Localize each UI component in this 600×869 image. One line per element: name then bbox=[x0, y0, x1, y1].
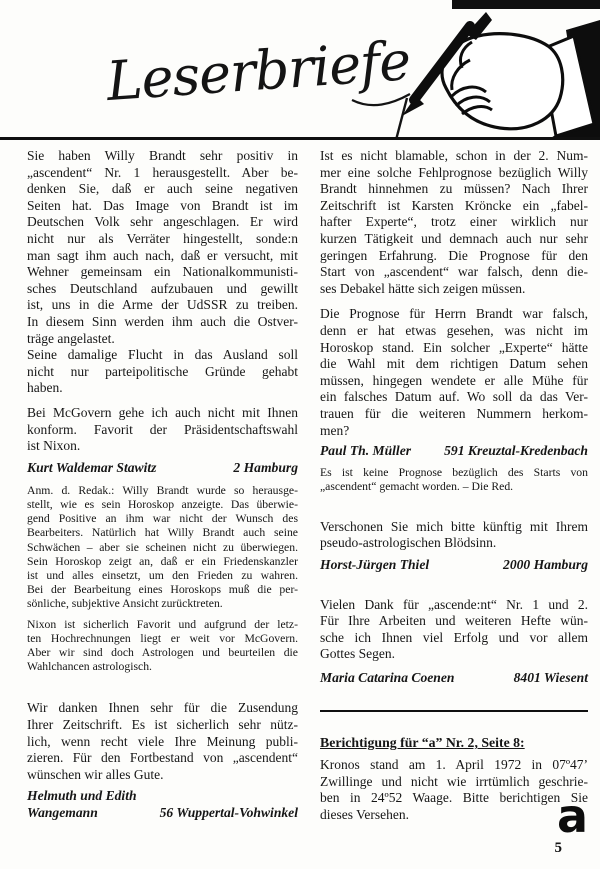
text-line: ein falsches Datum auf. Wo soll da das Ver- bbox=[320, 389, 588, 405]
text-line: Schwächen – aber sie scheinen nicht zu überwiegen. bbox=[27, 540, 298, 554]
text-line: Aber wir sind doch Astrologen und beurteilen die bbox=[27, 645, 298, 659]
letter2-signature-line1: Helmuth und Edith bbox=[27, 788, 137, 804]
correction-heading: Berichtigung für “a” Nr. 2, Seite 8: bbox=[320, 735, 525, 751]
script-flourish bbox=[352, 94, 410, 105]
text-line: ben in 24º52 Waage. Bitte berichtigen Sie bbox=[320, 790, 588, 806]
page-number: 5 bbox=[554, 840, 562, 856]
letter4-paragraph bbox=[320, 519, 588, 552]
text-line: ist Nixon. bbox=[27, 438, 81, 454]
letter3-paragraph-1 bbox=[320, 148, 588, 297]
signature-city: 8401 Wiesent bbox=[513, 670, 588, 686]
text-line: Nixon ist sicherlich Favorit und aufgrund der letz- bbox=[27, 617, 298, 631]
signature-name: Paul Th. Müller bbox=[320, 443, 412, 459]
text-line: Verschonen Sie mich bitte künftig mit Ihrem bbox=[320, 518, 588, 534]
text-line: Anm. d. Redak.: Willy Brandt wurde so herausge- bbox=[27, 483, 298, 497]
signature-city: 2 Hamburg bbox=[233, 459, 298, 475]
letter3-paragraph-2 bbox=[320, 306, 588, 439]
text-line: Bei der Bearbeitung eines Horoskops muß die per- bbox=[27, 583, 298, 597]
text-line: Ist es nicht blamable, schon in der 2. Num- bbox=[320, 148, 588, 163]
correction-body bbox=[320, 757, 588, 823]
text-line: Bei McGovern gehe ich auch nicht mit Ihnen bbox=[27, 404, 298, 420]
text-line: Brandt hinnehmen zu müssen? Nach Ihrer bbox=[320, 181, 588, 197]
text-line: pseudo-astrologischen Blödsinn. bbox=[320, 535, 497, 551]
letter3-signature-row bbox=[320, 442, 588, 459]
text-line: nicht nur als Verräter hingestellt, sonde:n bbox=[27, 230, 298, 246]
text-line: konform. Favorit der Präsidentschaftswahl bbox=[27, 421, 298, 437]
text-line: sönliche, subjektive Ansicht zurücktreten. bbox=[27, 597, 223, 611]
script-title: Leserbriefe bbox=[104, 29, 413, 114]
hand-shape bbox=[442, 34, 563, 129]
text-line: ses Debakel hätte sich zeigen müssen. bbox=[320, 280, 526, 296]
letter1-paragraph-3 bbox=[27, 405, 298, 455]
text-line: Bearbeiters. Natürlich hat Willy Brandt auch seine bbox=[27, 526, 298, 540]
text-line: denn er hat etwas gesehen, was nicht im bbox=[320, 322, 588, 338]
text-line: Zwillinge und nicht wie irrtümlich geschrie- bbox=[320, 773, 588, 789]
letter4-signature-row bbox=[320, 556, 588, 573]
text-line: ten Hochrechnungen liegt er weit vor McGovern. bbox=[27, 631, 298, 645]
text-line: Seiten hat. Das Image von Brandt ist im bbox=[27, 197, 298, 213]
text-line: haben. bbox=[27, 380, 63, 396]
signature-name: Horst-Jürgen Thiel bbox=[320, 556, 430, 572]
text-line: Die Prognose für Herrn Brandt war falsch, bbox=[320, 306, 588, 322]
text-line: Für Ihre Arbeiten und weiteren Hefte wün- bbox=[320, 613, 588, 629]
signature-city: 591 Kreuztal-Kredenbach bbox=[444, 443, 588, 459]
text-line: denken Sie, daß er auch seine negativen bbox=[27, 181, 298, 197]
text-line: Zeitschrift ist Karsten Kröncke ein „fabel- bbox=[320, 197, 588, 213]
header-rule bbox=[0, 137, 600, 140]
editor-note-paragraph-1 bbox=[27, 484, 298, 612]
text-line: mer eine solche Fehlprognose bezüglich Willy bbox=[320, 164, 588, 180]
text-line: ist, uns in die Arme der UdSSR zu treiben. bbox=[27, 297, 298, 313]
signature-name: Wangemann bbox=[27, 805, 98, 821]
text-line: Wir danken Ihnen sehr für die Zusendung bbox=[27, 700, 298, 716]
text-line: Es ist keine Prognose bezüglich des Starts von bbox=[320, 466, 588, 480]
text-line: Wahlchancen astrologisch. bbox=[27, 660, 152, 674]
text-line: geringen Erfahrung. Die Prognose für den bbox=[320, 247, 588, 263]
text-line: „ascendent“ Nr. 1 herausgestellt. Aber be- bbox=[27, 164, 298, 180]
page-header bbox=[0, 0, 600, 140]
text-line: wünschen wir alles Gute. bbox=[27, 766, 164, 782]
text-line: träge angelastet. bbox=[27, 330, 115, 346]
letter2-signature-row bbox=[27, 804, 298, 821]
text-line: Horoskop stand. Ein solcher „Experte“ hätte bbox=[320, 339, 588, 355]
letter1-paragraph-1 bbox=[27, 148, 298, 347]
text-line: kurzen Tätigkeit und demnach auch nur sehr bbox=[320, 230, 588, 246]
top-right-bar bbox=[452, 0, 600, 9]
text-line: ist und alles einsetzt, um den Frieden zu wahren. bbox=[27, 568, 298, 582]
signature-name: Maria Catarina Coenen bbox=[320, 670, 455, 686]
signature-city: 56 Wuppertal-Vohwinkel bbox=[159, 805, 298, 821]
text-line: Start von „ascendent“ war falsch, denn die- bbox=[320, 264, 588, 280]
text-line: „ascendent“ gemacht worden. – Die Red. bbox=[320, 480, 514, 494]
letter5-paragraph bbox=[320, 597, 588, 663]
text-line: Wehner gemeinsam ein Nationalkommunisti- bbox=[27, 264, 298, 280]
signature-name: Kurt Waldemar Stawitz bbox=[27, 459, 157, 475]
text-line: men? bbox=[320, 422, 350, 438]
text-line: Sein Horoskop zeigt an, daß er ein Friedenskanzler bbox=[27, 554, 298, 568]
text-line: man sagt ihm auch nach, daß er versucht, mit bbox=[27, 247, 298, 263]
text-line: stellt, wie es sein Horoskop anzeigte. Das überwie- bbox=[27, 497, 298, 511]
text-line: die Wahl mit dem richtigen Datum sehen bbox=[320, 356, 588, 372]
text-line: Vielen Dank für „ascende:nt“ Nr. 1 und 2. bbox=[320, 596, 588, 612]
letter5-signature-row bbox=[320, 669, 588, 686]
text-line: müssen, hingegen wendete er alle Mühe für bbox=[320, 372, 588, 388]
correction-divider-rule bbox=[320, 710, 588, 712]
right-column bbox=[320, 148, 588, 823]
text-line: gend Positive an ihm war nicht der Wunsch des bbox=[27, 512, 298, 526]
editor-note-paragraph-2 bbox=[27, 618, 298, 675]
magazine-logo-a: a bbox=[556, 789, 586, 843]
editor-reply bbox=[320, 466, 588, 494]
pen-ink-stroke bbox=[396, 98, 407, 140]
text-line: sche ich Ihnen viel Erfolg und vor allem bbox=[320, 629, 588, 645]
letter1-paragraph-2 bbox=[27, 347, 298, 397]
text-line: Kronos stand am 1. April 1972 in 07º47’ bbox=[320, 757, 588, 773]
text-line: Gottes Segen. bbox=[320, 646, 395, 662]
text-line: trauen für die weiteren Nummern herkom- bbox=[320, 405, 588, 421]
text-line: dieses Versehen. bbox=[320, 806, 409, 822]
text-line: Deutschen Volk sehr angeschlagen. Er wird bbox=[27, 214, 298, 230]
text-line: In diesem Sinn werden ihm auch die Ostver- bbox=[27, 313, 298, 329]
text-line: zieren. Für den Fortbestand von „ascendent“ bbox=[27, 750, 298, 766]
text-line: Ihrer Zeitschrift. Es ist sicherlich sehr nütz- bbox=[27, 716, 298, 732]
text-line: lich, wenn recht viele Ihre Meinung publi- bbox=[27, 733, 298, 749]
signature-city: 2000 Hamburg bbox=[503, 556, 588, 572]
letter1-signature-row bbox=[27, 459, 298, 476]
text-line: nicht nur parteipolitische Gründe gehabt bbox=[27, 363, 298, 379]
text-line: sches Deutschland aufzubauen und gewillt bbox=[27, 280, 298, 296]
text-columns bbox=[27, 148, 588, 823]
text-line: hafter Experte“, trotz einer wirklich nur bbox=[320, 214, 588, 230]
text-line: Sie haben Willy Brandt sehr positiv in bbox=[27, 148, 298, 163]
left-column bbox=[27, 148, 298, 823]
text-line: Seine damalige Flucht in das Ausland soll bbox=[27, 347, 298, 363]
header-illustration bbox=[0, 0, 600, 140]
letter2-paragraph bbox=[27, 700, 298, 783]
